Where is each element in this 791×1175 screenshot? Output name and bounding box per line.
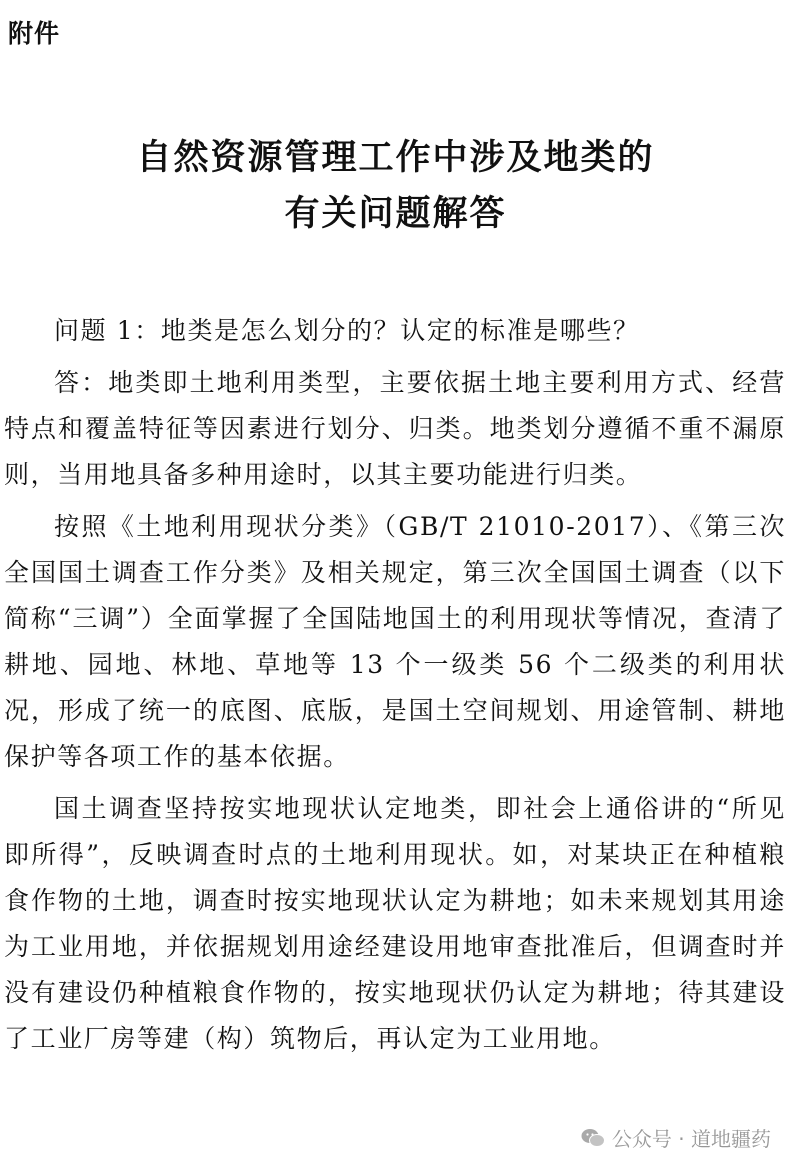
answer-paragraph-3: 国土调查坚持按实地现状认定地类，即社会上通俗讲的“所见即所得”，反映调查时点的土地利用现状。如，对某块正在种植粮食作物的土地，调查时按实地现状认定为耕地；如未来规划其用途为工业用地，并依据规划用途经建设用地审查批准后，但调查时并没有建设仍种植粮食作物的，按实地现状仍认定为耕地；待其建设了工业厂房等建（构）筑物后，再认定为工业用地。	[4, 794, 786, 1053]
watermark	[580, 1123, 771, 1152]
answer-paragraph-2: 按照《土地利用现状分类》（GB/T 21010-2017）、《第三次全国国土调查工作分类》及相关规定，第三次全国国土调查（以下简称“三调”）全面掌握了全国陆地国土的利用现状等情况，查清了耕地、园地、林地、草地等 13 个一级类 56 个二级类的利用状况，形成了统一的底图、底版，是国土空间规划、用途管制、耕地保护等各项工作的基本依据。	[4, 512, 786, 771]
document-title	[0, 130, 791, 242]
title-line-2: 有关问题解答	[284, 194, 507, 234]
document-body	[4, 308, 786, 1062]
answer-paragraph-1: 答：地类即土地利用类型，主要依据土地主要利用方式、经营特点和覆盖特征等因素进行划分、归类。地类划分遵循不重不漏原则，当用地具备多种用途时，以其主要功能进行归类。	[4, 368, 786, 489]
attachment-label: 附件	[8, 19, 61, 48]
wechat-icon	[580, 1125, 606, 1151]
question-1: 问题 1：地类是怎么划分的？认定的标准是哪些？	[54, 316, 640, 345]
title-line-1: 自然资源管理工作中涉及地类的	[136, 138, 655, 178]
watermark-text: 公众号 · 道地疆药	[611, 1127, 771, 1151]
